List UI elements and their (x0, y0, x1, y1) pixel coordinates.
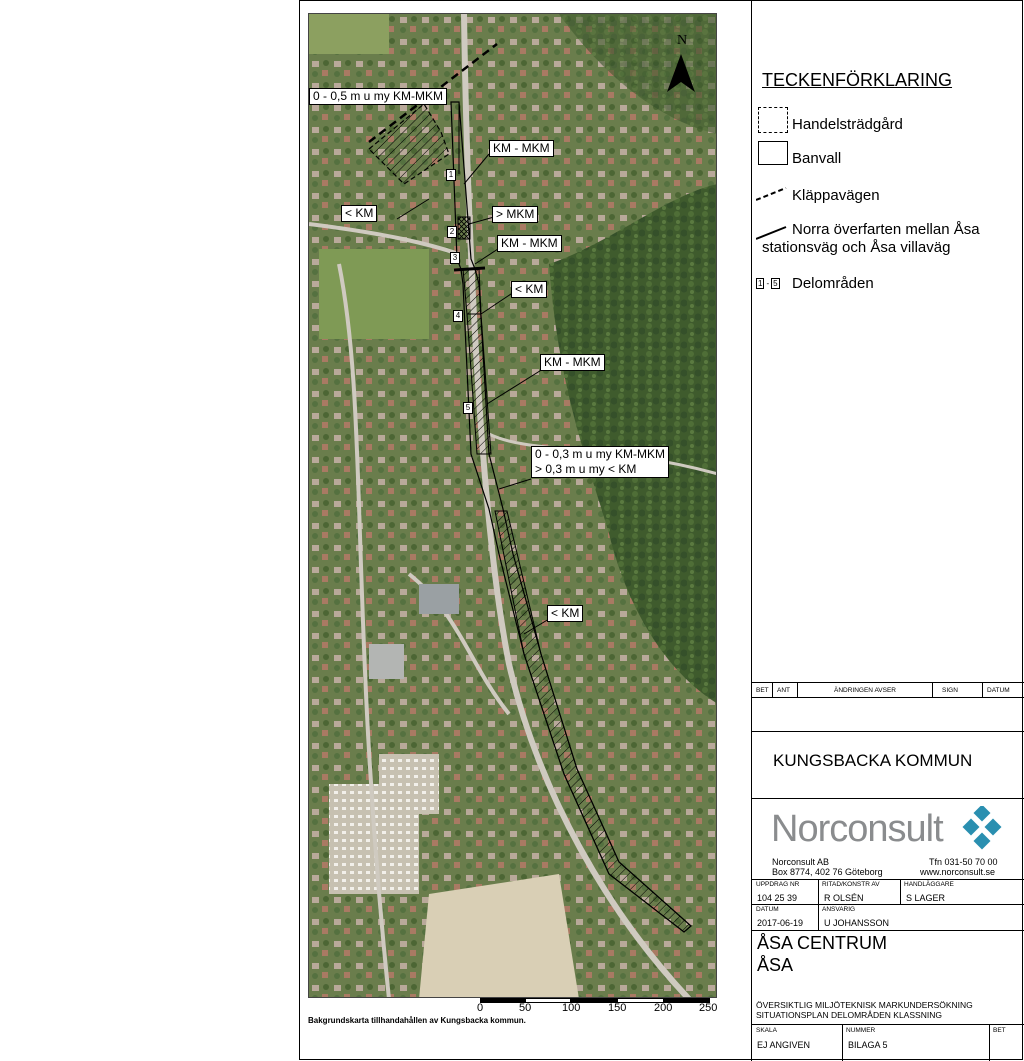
legend-label-klappavagen: Kläppavägen (792, 187, 880, 204)
legend-title: TECKENFÖRKLARING (762, 70, 953, 90)
area-label-depth-classes (531, 446, 669, 478)
company-web: www.norconsult.se (920, 867, 996, 877)
scalebar-tick-50: 50 (519, 1002, 532, 1014)
area-label-depth-line2: > 0,3 m u my < KM (535, 462, 637, 476)
subarea-number-4: 4 (453, 310, 463, 322)
uppdrag-label: UPPDRAG NR (756, 881, 800, 888)
area-label-lt-km-3: < KM (547, 605, 583, 622)
datum-value: 2017-06-19 (757, 918, 804, 928)
rev-header-ant: ANT (777, 687, 790, 694)
area-label-lt-km-1: < KM (341, 205, 377, 222)
legend-label-delomraden: Delområden (792, 275, 874, 292)
legend-label-banvall: Banvall (792, 150, 842, 167)
scalebar-tick-100: 100 (562, 1002, 581, 1014)
area-label-km-mkm-3: KM - MKM (540, 354, 605, 371)
legend-label-norra-overfarten-line1: Norra överfarten mellan Åsa (792, 221, 980, 238)
ritad-value: R OLSÉN (824, 893, 864, 903)
background-credit: Bakgrundskarta tillhandahållen av Kungsbacka kommun. (308, 1016, 526, 1025)
aerial-map[interactable] (308, 13, 717, 998)
scalebar-tick-150: 150 (608, 1002, 627, 1014)
ansvarig-value: U JOHANSSON (824, 918, 890, 928)
uppdrag-value: 104 25 39 (757, 893, 798, 903)
area-label-km-mkm-1: KM - MKM (489, 140, 554, 157)
nummer-label: NUMMER (846, 1027, 876, 1034)
subarea-2-crosshatch (458, 217, 470, 239)
ritad-label: RITAD/KONSTR AV (822, 881, 880, 888)
company-name: Norconsult AB (772, 857, 830, 867)
aerial-map-svg (309, 14, 717, 998)
nummer-value: BILAGA 5 (848, 1040, 888, 1050)
description-line1: ÖVERSIKTLIG MILJÖTEKNISK MARKUNDERSÖKNING (756, 1000, 973, 1010)
norconsult-logo-icon (961, 806, 1005, 850)
datum-label: DATUM (756, 906, 779, 913)
legend-symbol-klappavagen (756, 186, 788, 202)
area-label-handelstradgard: 0 - 0,5 m u my KM-MKM (309, 88, 447, 105)
skala-value: EJ ANGIVEN (757, 1040, 811, 1050)
legend-symbol-handelstradgard (758, 107, 788, 133)
skala-label: SKALA (756, 1027, 777, 1034)
area-label-lt-km-2: < KM (511, 281, 547, 298)
rev-header-sign: SIGN (942, 687, 958, 694)
area-label-gt-mkm: > MKM (492, 206, 538, 223)
rev-header-datum: DATUM (987, 687, 1010, 694)
north-label: N (677, 33, 688, 48)
subarea-number-3: 3 (450, 252, 460, 264)
subarea-number-1: 1 (446, 169, 456, 181)
handlaggare-value: S LAGER (906, 893, 946, 903)
handlaggare-label: HANDLÄGGARE (904, 881, 954, 888)
legend-label-norra-overfarten-line2: stationsväg och Åsa villaväg (762, 239, 951, 256)
scalebar-bar (480, 998, 710, 1003)
project-title-line2: ÅSA (757, 955, 794, 975)
title-block (751, 0, 1024, 1061)
ansvarig-label: ANSVARIG (822, 906, 856, 913)
area-label-km-mkm-2: KM - MKM (497, 235, 562, 252)
client-name: KUNGSBACKA KOMMUN (773, 751, 973, 770)
legend-symbol-delomraden: 1 - 5 (758, 279, 778, 288)
description-line2: SITUATIONSPLAN DELOMRÅDEN KLASSNING (756, 1010, 942, 1020)
project-title-line1: ÅSA CENTRUM (757, 933, 888, 953)
scalebar-tick-0: 0 (477, 1002, 484, 1014)
company-address: Box 8774, 402 76 Göteborg (772, 867, 883, 877)
subarea-number-5: 5 (463, 402, 473, 414)
subarea-number-2: 2 (447, 226, 457, 238)
legend-symbol-banvall (758, 141, 788, 165)
bet-label: BET (993, 1027, 1006, 1034)
norra-overfarten-line (454, 268, 485, 270)
area-label-depth-line1: 0 - 0,3 m u my KM-MKM (535, 447, 666, 461)
norconsult-logo-text: Norconsult (771, 808, 943, 850)
rev-header-andringen: ÄNDRINGEN AVSER (834, 687, 897, 694)
rev-header-bet: BET (756, 687, 769, 694)
company-phone: Tfn 031-50 70 00 (929, 857, 998, 867)
scalebar-tick-250: 250 (699, 1002, 718, 1014)
scalebar-tick-200: 200 (654, 1002, 673, 1014)
legend-label-handelstradgard: Handelsträdgård (792, 116, 903, 133)
